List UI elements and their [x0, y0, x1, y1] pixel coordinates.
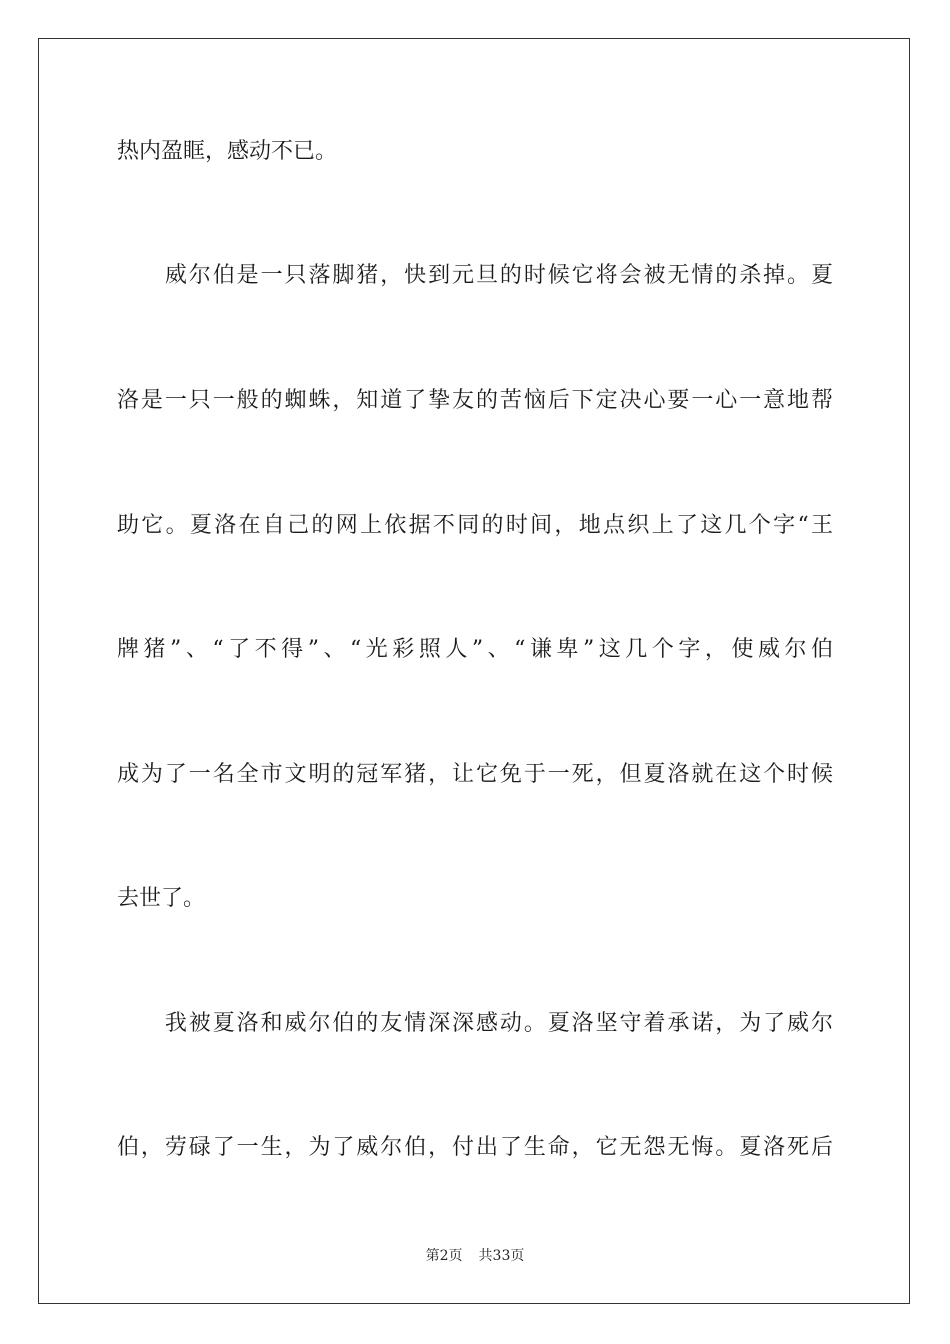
text-line: 助它。夏洛在自己的网上依据不同的时间，地点织上了这几个字“王	[117, 513, 833, 538]
text-line: 我被夏洛和威尔伯的友情深深感动。夏洛坚守着承诺，为了威尔	[117, 1011, 833, 1036]
text-line: 牌猪”、“了不得”、“光彩照人”、“谦卑”这几个字，使威尔伯	[117, 637, 833, 662]
text-line: 成为了一名全市文明的冠军猪，让它免于一死，但夏洛就在这个时候	[117, 762, 833, 787]
text-line: 伯，劳碌了一生，为了威尔伯，付出了生命，它无怨无悔。夏洛死后	[117, 1135, 833, 1160]
page-number: 第2页	[425, 1248, 463, 1264]
text-line: 热内盈眶，感动不已。	[117, 139, 338, 164]
page-total: 共33页	[478, 1248, 525, 1264]
text-line: 威尔伯是一只落脚猪，快到元旦的时候它将会被无情的杀掉。夏	[117, 263, 833, 288]
text-line: 洛是一只一般的蜘蛛，知道了挚友的苦恼后下定决心要一心一意地帮	[117, 388, 833, 413]
text-line: 去世了。	[117, 886, 206, 911]
page-footer	[0, 1245, 950, 1265]
page-frame	[38, 38, 910, 1304]
